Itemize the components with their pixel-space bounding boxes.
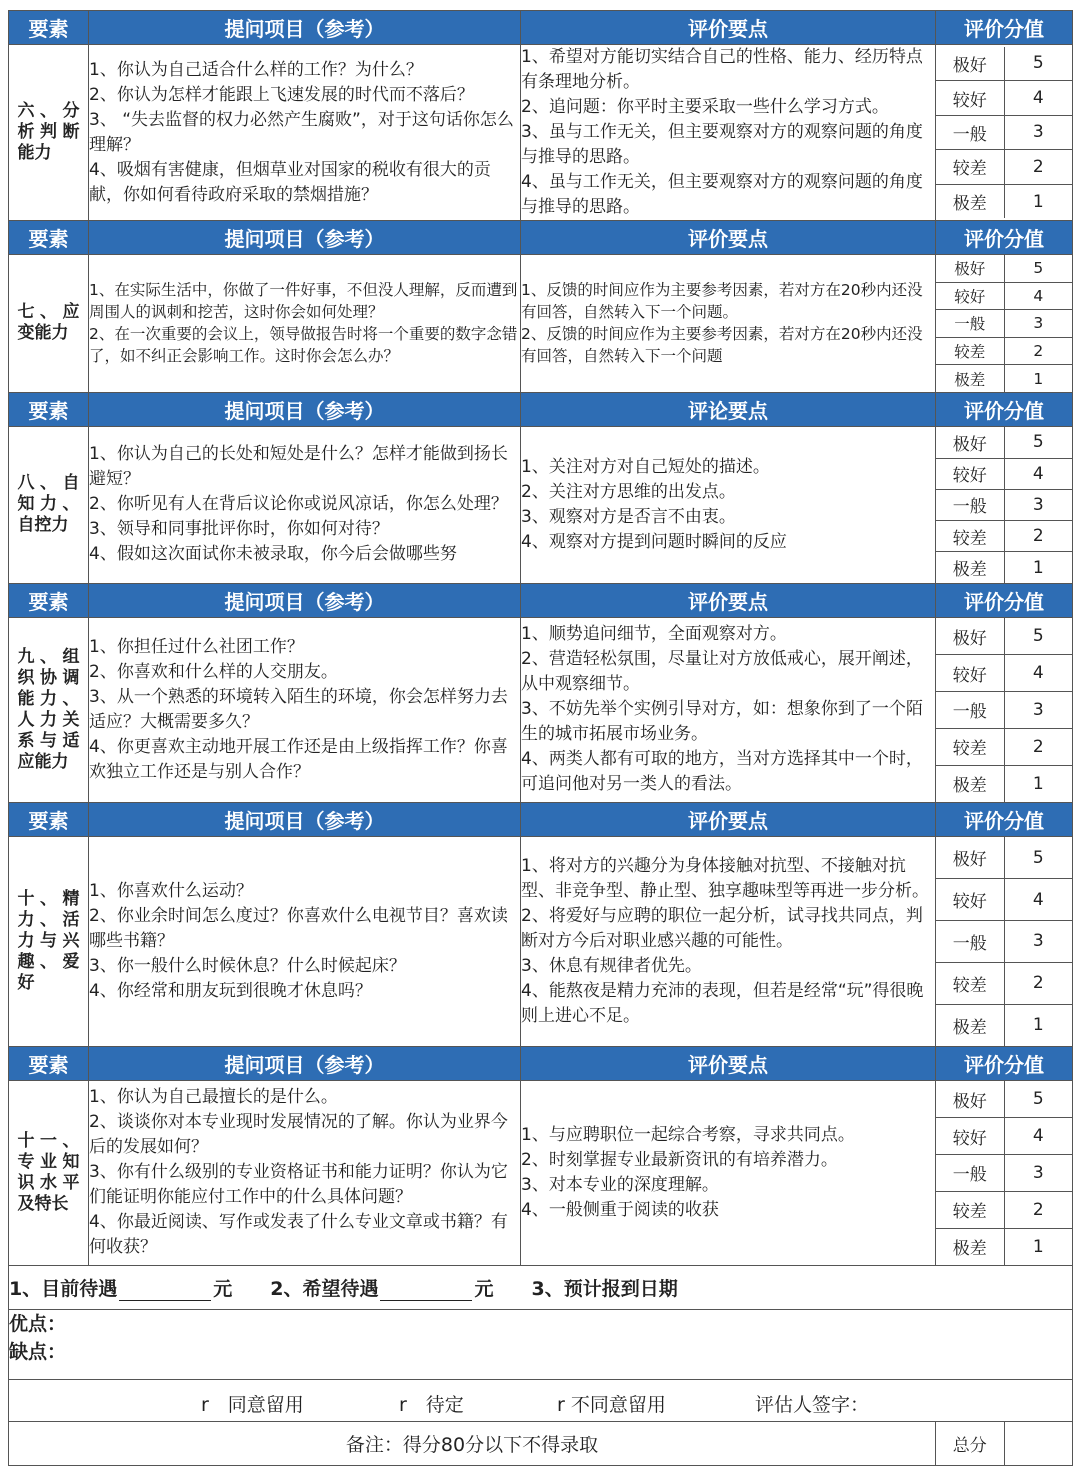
- evaluation-points-list: [521, 1080, 936, 1265]
- section-header-row: [9, 11, 1073, 45]
- rating-label: 极好: [936, 427, 1004, 458]
- rating-value: 1: [1004, 1004, 1072, 1046]
- rating-option[interactable]: [936, 552, 1072, 583]
- evaluation-point-item: 2、追问题：你平时主要采取一些什么学习方式。: [521, 97, 889, 117]
- evaluation-point-item: 2、将爱好与应聘的职位一起分析，试寻找共同点，判断对方今后对职业感兴趣的可能性。: [521, 905, 923, 951]
- header-score: 评价分值: [936, 583, 1073, 617]
- question-item: 4、你更喜欢主动地开展工作还是由上级指挥工作？你喜欢独立工作还是与别人合作？: [89, 736, 508, 782]
- rating-label: 极差: [936, 765, 1004, 802]
- rating-label: 极好: [936, 837, 1004, 879]
- header-evaluation-points: 评价要点: [521, 802, 936, 836]
- rating-label: 极好: [936, 618, 1004, 655]
- section-row: [9, 1080, 1073, 1265]
- question-list: [89, 426, 521, 583]
- evaluation-point-item: 3、观察对方是否言不由衷。: [521, 506, 736, 527]
- question-item: 1、你认为自己最擅长的是什么。: [89, 1087, 338, 1108]
- rating-label: 极好: [936, 47, 1004, 81]
- question-item: 3、从一个熟悉的环境转入陌生的环境，你会怎样努力去适应？大概需要多久？: [89, 686, 508, 732]
- rating-option[interactable]: [936, 618, 1072, 655]
- rating-value: 3: [1004, 691, 1072, 728]
- evaluation-point-item: 1、将对方的兴趣分为身体接触对抗型、不接触对抗型、非竞争型、静止型、独享趣味型等再进一步分析。: [521, 855, 929, 901]
- header-questions: 提问项目（参考）: [89, 392, 521, 426]
- rating-option[interactable]: [936, 255, 1072, 282]
- element-name: 七、应变能力: [17, 302, 80, 344]
- evaluation-point-item: 1、顺势追问细节，全面观察对方。: [521, 624, 787, 645]
- question-item: 4、你经常和朋友玩到很晚才休息吗？: [89, 980, 372, 1001]
- section-row: [9, 45, 1073, 221]
- question-item: 1、在实际生活中，你做了一件好事，不但没人理解，反而遭到周围人的讽刺和挖苦，这时你会如何处理？: [89, 281, 518, 322]
- evaluation-point-item: 2、关注对方思维的出发点。: [521, 481, 736, 502]
- section-header-row: [9, 802, 1073, 836]
- question-item: 4、你最近阅读、写作或发表了什么专业文章或书籍？有何收获？: [89, 1212, 508, 1258]
- score-grid: [936, 617, 1073, 802]
- question-item: 1、你认为自己的长处和短处是什么？怎样才能做到扬长避短？: [89, 444, 508, 490]
- remark-text: 备注：得分80分以下不得录取: [9, 1421, 936, 1465]
- rating-value: 2: [1004, 521, 1072, 552]
- header-questions: 提问项目（参考）: [89, 583, 521, 617]
- header-questions: 提问项目（参考）: [89, 11, 521, 45]
- section-header-row: [9, 221, 1073, 255]
- rating-label: 较好: [936, 655, 1004, 692]
- rating-value: 4: [1004, 1118, 1072, 1155]
- rating-value: 1: [1004, 765, 1072, 802]
- total-score-label: 总分: [936, 1422, 1004, 1465]
- rating-option[interactable]: [936, 458, 1072, 489]
- rating-option[interactable]: [936, 150, 1072, 184]
- current-salary-unit: 元: [213, 1277, 233, 1300]
- rating-label: 极好: [936, 1081, 1004, 1118]
- rating-value: 2: [1004, 728, 1072, 765]
- decision-row: [9, 1379, 1073, 1421]
- evaluation-point-item: 1、与应聘职位一起综合考察，寻求共同点。: [521, 1124, 855, 1145]
- section-header-row: [9, 1046, 1073, 1080]
- section-header-row: [9, 392, 1073, 426]
- question-item: 2、你认为怎样才能跟上飞速发展的时代而不落后？: [89, 84, 474, 105]
- question-item: 3、 “失去监督的权力必然产生腐败”，对于这句话你怎么理解？: [89, 109, 514, 155]
- header-score: 评价分值: [936, 392, 1073, 426]
- rating-value: 1: [1004, 552, 1072, 583]
- rating-option[interactable]: [936, 1228, 1072, 1265]
- rating-value: 1: [1004, 1228, 1072, 1265]
- rating-label: 较好: [936, 282, 1004, 309]
- question-item: 2、你喜欢和什么样的人交朋友。: [89, 661, 338, 682]
- rating-option[interactable]: [936, 81, 1072, 115]
- rating-option[interactable]: [936, 1081, 1072, 1118]
- evaluation-point-item: 4、两类人都有可取的地方，当对方选择其中一个时，可追问他对另一类人的看法。: [521, 749, 923, 795]
- rating-value: 5: [1004, 1081, 1072, 1118]
- evaluation-points-list: [521, 836, 936, 1046]
- rating-label: 较差: [936, 728, 1004, 765]
- evaluator-signature-label: 评估人签字：: [755, 1393, 870, 1416]
- rating-label: 较好: [936, 1118, 1004, 1155]
- header-score: 评价分值: [936, 11, 1073, 45]
- rating-value: 3: [1004, 489, 1072, 520]
- rating-label: 一般: [936, 489, 1004, 520]
- rating-option[interactable]: [936, 837, 1072, 879]
- expected-salary-unit: 元: [474, 1277, 494, 1300]
- evaluation-point-item: 4、能熬夜是精力充沛的表现，但若是经常“玩”得很晚则上进心不足。: [521, 980, 924, 1026]
- rating-value: 5: [1004, 618, 1072, 655]
- cons-label: 缺点：: [9, 1340, 67, 1363]
- header-score: 评价分值: [936, 221, 1073, 255]
- rating-option[interactable]: [936, 337, 1072, 364]
- rating-option[interactable]: [936, 728, 1072, 765]
- rating-label: 极差: [936, 552, 1004, 583]
- rating-label: 较差: [936, 337, 1004, 364]
- question-item: 3、领导和同事批评你时，你如何对待？: [89, 519, 389, 540]
- rating-value: 5: [1004, 255, 1072, 282]
- pending-checkbox[interactable]: r 待定: [399, 1393, 464, 1416]
- question-item: 3、你一般什么时候休息？什么时候起床？: [89, 955, 406, 976]
- section-row: [9, 617, 1073, 802]
- question-item: 1、你喜欢什么运动？: [89, 880, 253, 901]
- score-grid: [936, 1080, 1073, 1265]
- rating-value: 4: [1004, 879, 1072, 921]
- header-element: 要素: [9, 802, 89, 836]
- current-salary-label: 1、目前待遇: [9, 1277, 118, 1300]
- rating-label: 极差: [936, 184, 1004, 218]
- header-element: 要素: [9, 11, 89, 45]
- rating-value: 5: [1004, 427, 1072, 458]
- header-score: 评价分值: [936, 1046, 1073, 1080]
- question-item: 4、假如这次面试你未被录取，你今后会做哪些努: [89, 544, 457, 565]
- rating-label: 较好: [936, 458, 1004, 489]
- salary-row: [9, 1265, 1073, 1309]
- evaluation-points-list: [521, 45, 936, 221]
- rating-option[interactable]: [936, 1004, 1072, 1046]
- header-evaluation-points: 评价要点: [521, 1046, 936, 1080]
- rating-label: 极差: [936, 1228, 1004, 1265]
- rating-option[interactable]: [936, 1191, 1072, 1228]
- evaluation-point-item: 3、不妨先举个实例引导对方，如：想象你到了一个陌生的城市拓展市场业务。: [521, 699, 923, 745]
- evaluation-point-item: 4、一般侧重于阅读的收获: [521, 1199, 719, 1220]
- rating-label: 较好: [936, 879, 1004, 921]
- rating-label: 较差: [936, 1191, 1004, 1228]
- evaluation-points-list: [521, 617, 936, 802]
- current-salary-field[interactable]: [119, 1282, 211, 1301]
- header-evaluation-points: 评价要点: [521, 583, 936, 617]
- rating-value: 4: [1004, 655, 1072, 692]
- rating-option[interactable]: [936, 47, 1072, 81]
- rating-option[interactable]: [936, 521, 1072, 552]
- evaluation-point-item: 1、反馈的时间应作为主要参考因素，若对方在20秒内还没有回答，自然转入下一个问题。: [521, 281, 923, 322]
- evaluation-point-item: 4、观察对方提到问题时瞬间的反应: [521, 531, 787, 552]
- score-grid: [936, 836, 1073, 1046]
- element-name: 九、组织协调能力、人力关系与适应能力: [17, 646, 80, 772]
- question-list: [89, 1080, 521, 1265]
- rating-label: 极好: [936, 255, 1004, 282]
- evaluation-point-item: 4、虽与工作无关，但主要观察对方的观察问题的角度与推导的思路。: [521, 172, 923, 217]
- rating-option[interactable]: [936, 879, 1072, 921]
- header-element: 要素: [9, 583, 89, 617]
- rating-option[interactable]: [936, 765, 1072, 802]
- evaluation-point-item: 3、对本专业的深度理解。: [521, 1174, 719, 1195]
- question-item: 1、你认为自己适合什么样的工作？为什么？: [89, 59, 423, 80]
- rating-value: 3: [1004, 920, 1072, 962]
- pros-label: 优点：: [9, 1312, 67, 1335]
- header-element: 要素: [9, 221, 89, 255]
- rating-label: 一般: [936, 691, 1004, 728]
- header-element: 要素: [9, 392, 89, 426]
- question-list: [89, 45, 521, 221]
- rating-label: 极差: [936, 1004, 1004, 1046]
- question-list: [89, 836, 521, 1046]
- rating-option[interactable]: [936, 691, 1072, 728]
- question-list: [89, 617, 521, 802]
- rating-value: 5: [1004, 837, 1072, 879]
- element-name: 十一、专业知识水平及特长: [17, 1130, 80, 1214]
- rating-value: 4: [1004, 282, 1072, 309]
- header-questions: 提问项目（参考）: [89, 1046, 521, 1080]
- rating-label: 一般: [936, 920, 1004, 962]
- rating-value: 5: [1004, 47, 1072, 81]
- score-grid: [936, 45, 1073, 221]
- element-name: 十、精力、活力与兴趣、爱好: [17, 888, 80, 993]
- header-evaluation-points: 评论要点: [521, 392, 936, 426]
- question-item: 2、谈谈你对本专业现时发展情况的了解。你认为业界今后的发展如何？: [89, 1112, 508, 1158]
- rating-option[interactable]: [936, 655, 1072, 692]
- rating-option[interactable]: [936, 282, 1072, 309]
- evaluation-point-item: 1、关注对方对自己短处的描述。: [521, 456, 770, 477]
- rating-option[interactable]: [936, 489, 1072, 520]
- rating-option[interactable]: [936, 115, 1072, 149]
- evaluation-table: [8, 10, 1073, 1466]
- rating-label: 较差: [936, 521, 1004, 552]
- question-list: [89, 255, 521, 393]
- element-name: 八、自知力、自控力: [17, 473, 80, 536]
- section-header-row: [9, 583, 1073, 617]
- rating-label: 一般: [936, 310, 1004, 337]
- header-questions: 提问项目（参考）: [89, 221, 521, 255]
- rating-value: 3: [1004, 310, 1072, 337]
- rating-label: 一般: [936, 1154, 1004, 1191]
- report-date-label: 3、预计报到日期: [531, 1277, 678, 1300]
- pros-cons-field[interactable]: [9, 1309, 1073, 1379]
- section-row: [9, 836, 1073, 1046]
- rating-option[interactable]: [936, 920, 1072, 962]
- rating-option[interactable]: [936, 310, 1072, 337]
- expected-salary-field[interactable]: [380, 1282, 472, 1301]
- evaluation-point-item: 3、虽与工作无关，但主要观察对方的观察问题的角度与推导的思路。: [521, 122, 923, 167]
- rating-value: 1: [1004, 365, 1072, 392]
- question-item: 2、你业余时间怎么度过？你喜欢什么电视节目？喜欢读哪些书籍？: [89, 905, 508, 951]
- header-element: 要素: [9, 1046, 89, 1080]
- rating-label: 较好: [936, 81, 1004, 115]
- rating-value: 2: [1004, 962, 1072, 1004]
- rating-label: 一般: [936, 115, 1004, 149]
- rating-option[interactable]: [936, 1154, 1072, 1191]
- header-score: 评价分值: [936, 802, 1073, 836]
- question-item: 4、吸烟有害健康，但烟草业对国家的税收有很大的贡献，你如何看待政府采取的禁烟措施？: [89, 159, 491, 205]
- expected-salary-label: 2、希望待遇: [270, 1277, 379, 1300]
- agree-retain-checkbox[interactable]: r 同意留用: [201, 1393, 304, 1416]
- question-item: 2、你听见有人在背后议论你或说风凉话，你怎么处理？: [89, 494, 508, 515]
- header-evaluation-points: 评价要点: [521, 221, 936, 255]
- rating-option[interactable]: [936, 184, 1072, 218]
- section-row: [9, 426, 1073, 583]
- rating-value: 4: [1004, 458, 1072, 489]
- evaluation-points-list: [521, 426, 936, 583]
- disagree-retain-checkbox[interactable]: r 不同意留用: [557, 1393, 666, 1416]
- evaluation-point-item: 2、营造轻松氛围，尽量让对方放低戒心，展开阐述，从中观察细节。: [521, 649, 923, 695]
- element-name: 六、分析判断能力: [17, 101, 80, 163]
- rating-label: 较差: [936, 962, 1004, 1004]
- rating-option[interactable]: [936, 427, 1072, 458]
- header-evaluation-points: 评价要点: [521, 11, 936, 45]
- rating-label: 极差: [936, 365, 1004, 392]
- rating-value: 1: [1004, 184, 1072, 218]
- header-questions: 提问项目（参考）: [89, 802, 521, 836]
- rating-option[interactable]: [936, 1118, 1072, 1155]
- rating-value: 2: [1004, 150, 1072, 184]
- question-item: 3、你有什么级别的专业资格证书和能力证明？你认为它们能证明你能应付工作中的什么具体问题？: [89, 1162, 508, 1208]
- evaluation-points-list: [521, 255, 936, 393]
- total-score-field[interactable]: [1004, 1422, 1072, 1465]
- evaluation-point-item: 2、反馈的时间应作为主要参考因素，若对方在20秒内还没有回答，自然转入下一个问题: [521, 325, 923, 366]
- rating-value: 3: [1004, 115, 1072, 149]
- section-row: [9, 255, 1073, 393]
- rating-label: 较差: [936, 150, 1004, 184]
- rating-value: 3: [1004, 1154, 1072, 1191]
- evaluation-point-item: 3、休息有规律者优先。: [521, 955, 702, 976]
- question-item: 2、在一次重要的会议上，领导做报告时将一个重要的数字念错了，如不纠正会影响工作。这时你会怎么办？: [89, 325, 518, 366]
- rating-value: 2: [1004, 1191, 1072, 1228]
- rating-value: 2: [1004, 337, 1072, 364]
- rating-option[interactable]: [936, 962, 1072, 1004]
- rating-option[interactable]: [936, 365, 1072, 392]
- rating-value: 4: [1004, 81, 1072, 115]
- evaluation-point-item: 1、希望对方能切实结合自己的性格、能力、经历特点有条理地分析。: [521, 47, 923, 92]
- evaluation-point-item: 2、时刻掌握专业最新资讯的有培养潜力。: [521, 1149, 838, 1170]
- question-item: 1、你担任过什么社团工作？: [89, 636, 304, 657]
- score-grid: [936, 255, 1073, 393]
- score-grid: [936, 426, 1073, 583]
